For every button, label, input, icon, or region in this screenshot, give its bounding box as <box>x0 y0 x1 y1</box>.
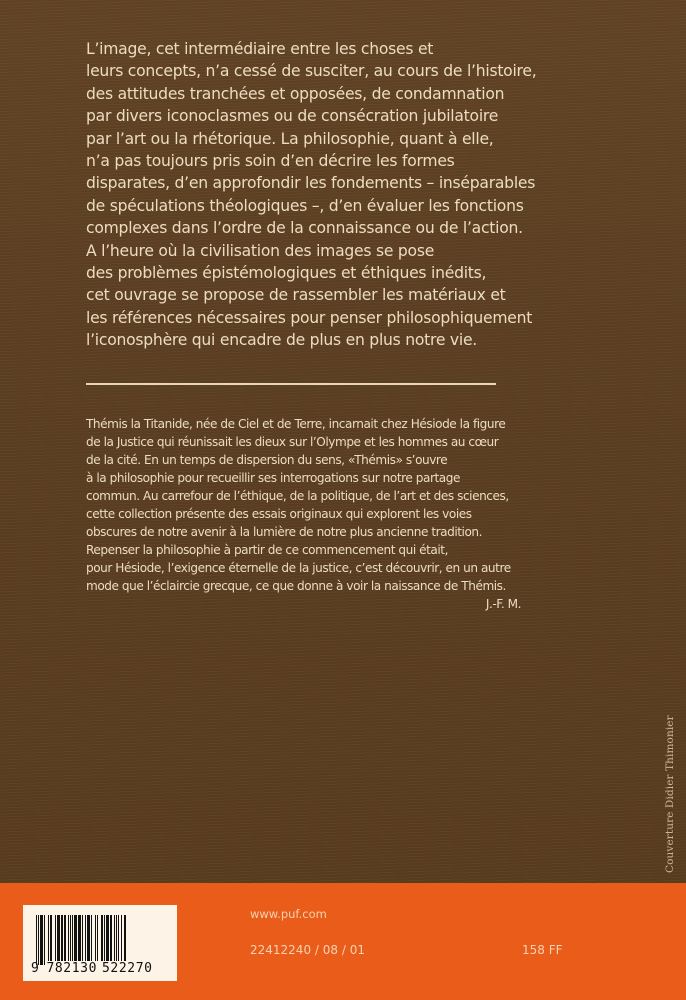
barcode-group-2: 522270 <box>102 961 153 976</box>
blurb-line: cet ouvrage se propose de rassembler les matériaux et <box>86 286 506 305</box>
blurb-line: par divers iconoclasmes ou de consécration jubilatoire <box>86 107 499 126</box>
divider-rule <box>86 383 496 385</box>
blurb-line: par l’art ou la rhétorique. La philosophie, quant à elle, <box>86 129 494 148</box>
blurb-line: l’iconosphère qui encadre de plus en plus notre vie. <box>86 331 478 350</box>
isbn-barcode <box>23 905 177 981</box>
series-line: de la Justice qui réunissait les dieux sur l’Olympe et les hommes au cœur <box>86 435 499 449</box>
publisher-website: www.puf.com <box>250 907 327 921</box>
blurb-line: des attitudes tranchées et opposées, de condamnation <box>86 84 505 103</box>
barcode-digits <box>31 961 154 976</box>
product-code: 22412240 / 08 / 01 <box>250 943 365 957</box>
series-line: commun. Au carrefour de l’éthique, de la politique, de l’art et des sciences, <box>86 489 509 503</box>
series-line: de la cité. En un temps de dispersion du sens, «Thémis» s’ouvre <box>86 453 448 467</box>
series-line: pour Hésiode, l’exigence éternelle de la justice, c’est découvrir, en un autre <box>86 561 511 575</box>
blurb-line: L’image, cet intermédiaire entre les choses et <box>86 40 434 58</box>
series-line: Repenser la philosophie à partir de ce commencement qui était, <box>86 543 448 557</box>
blurb-line: les références nécessaires pour penser philosophiquement <box>86 308 533 327</box>
barcode-first-digit: 9 <box>31 961 40 976</box>
price: 158 FF <box>522 943 563 957</box>
blurb-line: de spéculations théologiques –, d’en évaluer les fonctions <box>86 196 524 215</box>
series-line: Thémis la Titanide, née de Ciel et de Terre, incarnait chez Hésiode la figure <box>86 417 506 431</box>
cover-credit: Couverture Didier Thimonier <box>664 715 676 873</box>
footer-band <box>0 883 686 1000</box>
blurb-paragraph <box>86 38 556 352</box>
blurb-line: des problèmes épistémologiques et éthiques inédits, <box>86 264 487 283</box>
blurb-line: A l’heure où la civilisation des images se pose <box>86 241 435 260</box>
series-line: à la philosophie pour recueillir ses interrogations sur notre partage <box>86 471 460 485</box>
series-signature: J.-F. M. <box>485 597 521 611</box>
blurb-line: complexes dans l’ordre de la connaissance ou de l’action. <box>86 219 523 238</box>
series-line: obscures de notre avenir à la lumière de notre plus ancienne tradition. <box>86 525 483 539</box>
blurb-line: disparates, d’en approfondir les fondements – inséparables <box>86 174 536 193</box>
series-description <box>86 415 526 613</box>
barcode-group-1: 782130 <box>46 961 97 976</box>
barcode-bars <box>36 915 168 965</box>
series-line: mode que l’éclaircie grecque, ce que donne à voir la naissance de Thémis. <box>86 579 506 593</box>
blurb-line: n’a pas toujours pris soin d’en décrire les formes <box>86 152 455 171</box>
blurb-line: leurs concepts, n’a cessé de susciter, au cours de l’histoire, <box>86 62 537 81</box>
series-line: cette collection présente des essais originaux qui explorent les voies <box>86 507 472 521</box>
